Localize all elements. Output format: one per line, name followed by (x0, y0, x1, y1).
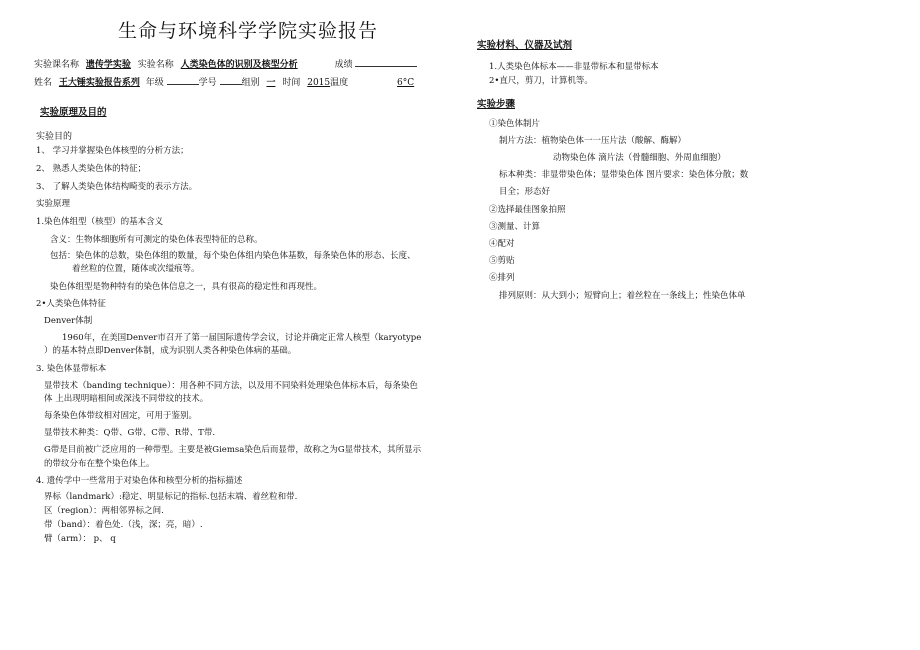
principle-3-text-1b: 体 上出现明暗相间或深浅不同带纹的技术。 (44, 394, 209, 404)
score-blank (355, 57, 417, 67)
purpose-1: 1、 学习并掌握染色体核型的分析方法； (36, 146, 189, 156)
principle-subheading: 实验原理 (36, 199, 71, 209)
step-1: ①染色体制片 (489, 119, 541, 129)
principle-2-title: 2•人类染色体特征 (36, 299, 106, 309)
exp-value: 人类染色体的识别及核型分析 (180, 60, 298, 70)
grade-label: 年级 (145, 78, 164, 88)
step-1-specimen-a: 标本种类：非显带染色体；显带染色体 图片要求：染色体分散；数 (499, 170, 749, 180)
arm-item: 臂（arm）： p、 q (44, 534, 116, 544)
temp-label: 温度 (330, 78, 349, 88)
principle-3-text-3: 显带技术种类：Q带、G带、C带、R带、T带. (44, 428, 216, 438)
principle-3-title: 3. 染色体显带标本 (36, 364, 107, 374)
name-value: 王大锤实验报告系列 (58, 78, 140, 88)
purpose-2: 2、 熟悉人类染色体的特征； (36, 164, 147, 174)
group-label: 组别 (241, 78, 260, 88)
step-2: ②选择最佳图象拍照 (489, 205, 566, 215)
purpose-heading: 实验目的 (36, 132, 73, 142)
principle-2-sub: Denver体制 (44, 316, 93, 326)
steps-heading: 实验步骤 (477, 99, 516, 110)
exp-label: 实验名称 (137, 60, 174, 70)
step-6-rule: 排列原则：从大到小；短臂向上；着丝粒在一条线上；性染色体单 (499, 291, 746, 301)
principle-3-text-1a: 显带技术（banding technique）：用各种不同方法，以及用不同染料处理染色体标本后，每条染色 (44, 381, 418, 391)
principle-1-definition: 含义：生物体细胞所有可测定的染色体表型特征的总称。 (50, 235, 263, 245)
principle-1-title: 1.染色体组型（核型）的基本含义 (36, 217, 164, 227)
id-blank (220, 75, 242, 85)
materials-heading: 实验材料、仪器及试剂 (477, 40, 573, 51)
name-label: 姓名 (34, 78, 53, 88)
score-label: 成绩 (334, 60, 353, 70)
step-1-specimen-b: 目全；形态好 (499, 187, 551, 197)
group-value: 一 (266, 78, 276, 88)
principle-1-includes-a: 包括：染色体的总数，染色体组的数量，每个染色体组内染色体基数，每条染色体的形态、长度、 (50, 251, 416, 261)
meta-row-2 (34, 75, 414, 88)
time-label: 时间 (282, 78, 301, 88)
principle-3-text-2: 每条染色体带纹相对固定，可用于鉴别。 (44, 411, 198, 421)
principle-heading: 实验原理及目的 (40, 107, 107, 118)
course-label: 实验课名称 (34, 60, 80, 70)
landmark-item: 界标（landmark）:稳定、明显标记的指标.包括末端、着丝粒和带. (44, 492, 298, 502)
principle-2-text-b: ）的基本特点即Denver体制，成为识别人类各种染色体病的基础。 (44, 346, 297, 356)
step-1-method-1: 制片方法：植物染色体一一压片法（酸解、酶解） (499, 136, 687, 146)
step-3: ③测量、计算 (489, 222, 541, 232)
step-5: ⑤剪贴 (489, 256, 515, 266)
purpose-3: 3、 了解人类染色体结构畸变的表示方法。 (36, 182, 198, 192)
principle-4-title: 4. 遗传学中一些常用于对染色体和核型分析的指标描述 (36, 476, 243, 486)
band-item: 带（band）：着色处.（浅，深；亮，暗）. (44, 520, 203, 530)
region-item: 区（region）：两相邻界标之间. (44, 506, 164, 516)
temp-value: 6°C (397, 78, 415, 88)
time-value: 2015 (307, 78, 331, 88)
material-1: 1.人类染色体标本——非显带标本和显带标本 (489, 62, 659, 72)
step-4: ④配对 (489, 239, 515, 249)
material-2: 2•直尺，剪刀，计算机等。 (489, 76, 593, 86)
principle-1-includes-b: 着丝粒的位置，随体或次缢痕等。 (72, 264, 200, 274)
meta-row-1 (34, 57, 417, 70)
principle-3-text-4b: 的带纹分布在整个染色体上。 (44, 459, 155, 469)
step-1-method-2: 动物染色体 滴片法（骨髓细胞、外周血细胞） (553, 153, 726, 163)
step-6: ⑥排列 (489, 273, 515, 283)
principle-2-text-a: 1960年，在美国Denver市召开了第一届国际遗传学会议，讨论并确定正常人核型（karyotype (62, 333, 422, 343)
principle-1-note: 染色体组型是物种特有的染色体信息之一，具有很高的稳定性和再现性。 (50, 282, 323, 292)
principle-3-text-4a: G带是目前被广泛应用的一种带型。主要是被Giemsa染色后而显带，故称之为G显带技术，其所显示 (44, 445, 422, 455)
course-value: 遗传学实验 (85, 60, 131, 70)
report-title: 生命与环境科学学院实验报告 (118, 20, 379, 42)
grade-blank (167, 75, 199, 85)
id-label: 学号 (198, 78, 217, 88)
